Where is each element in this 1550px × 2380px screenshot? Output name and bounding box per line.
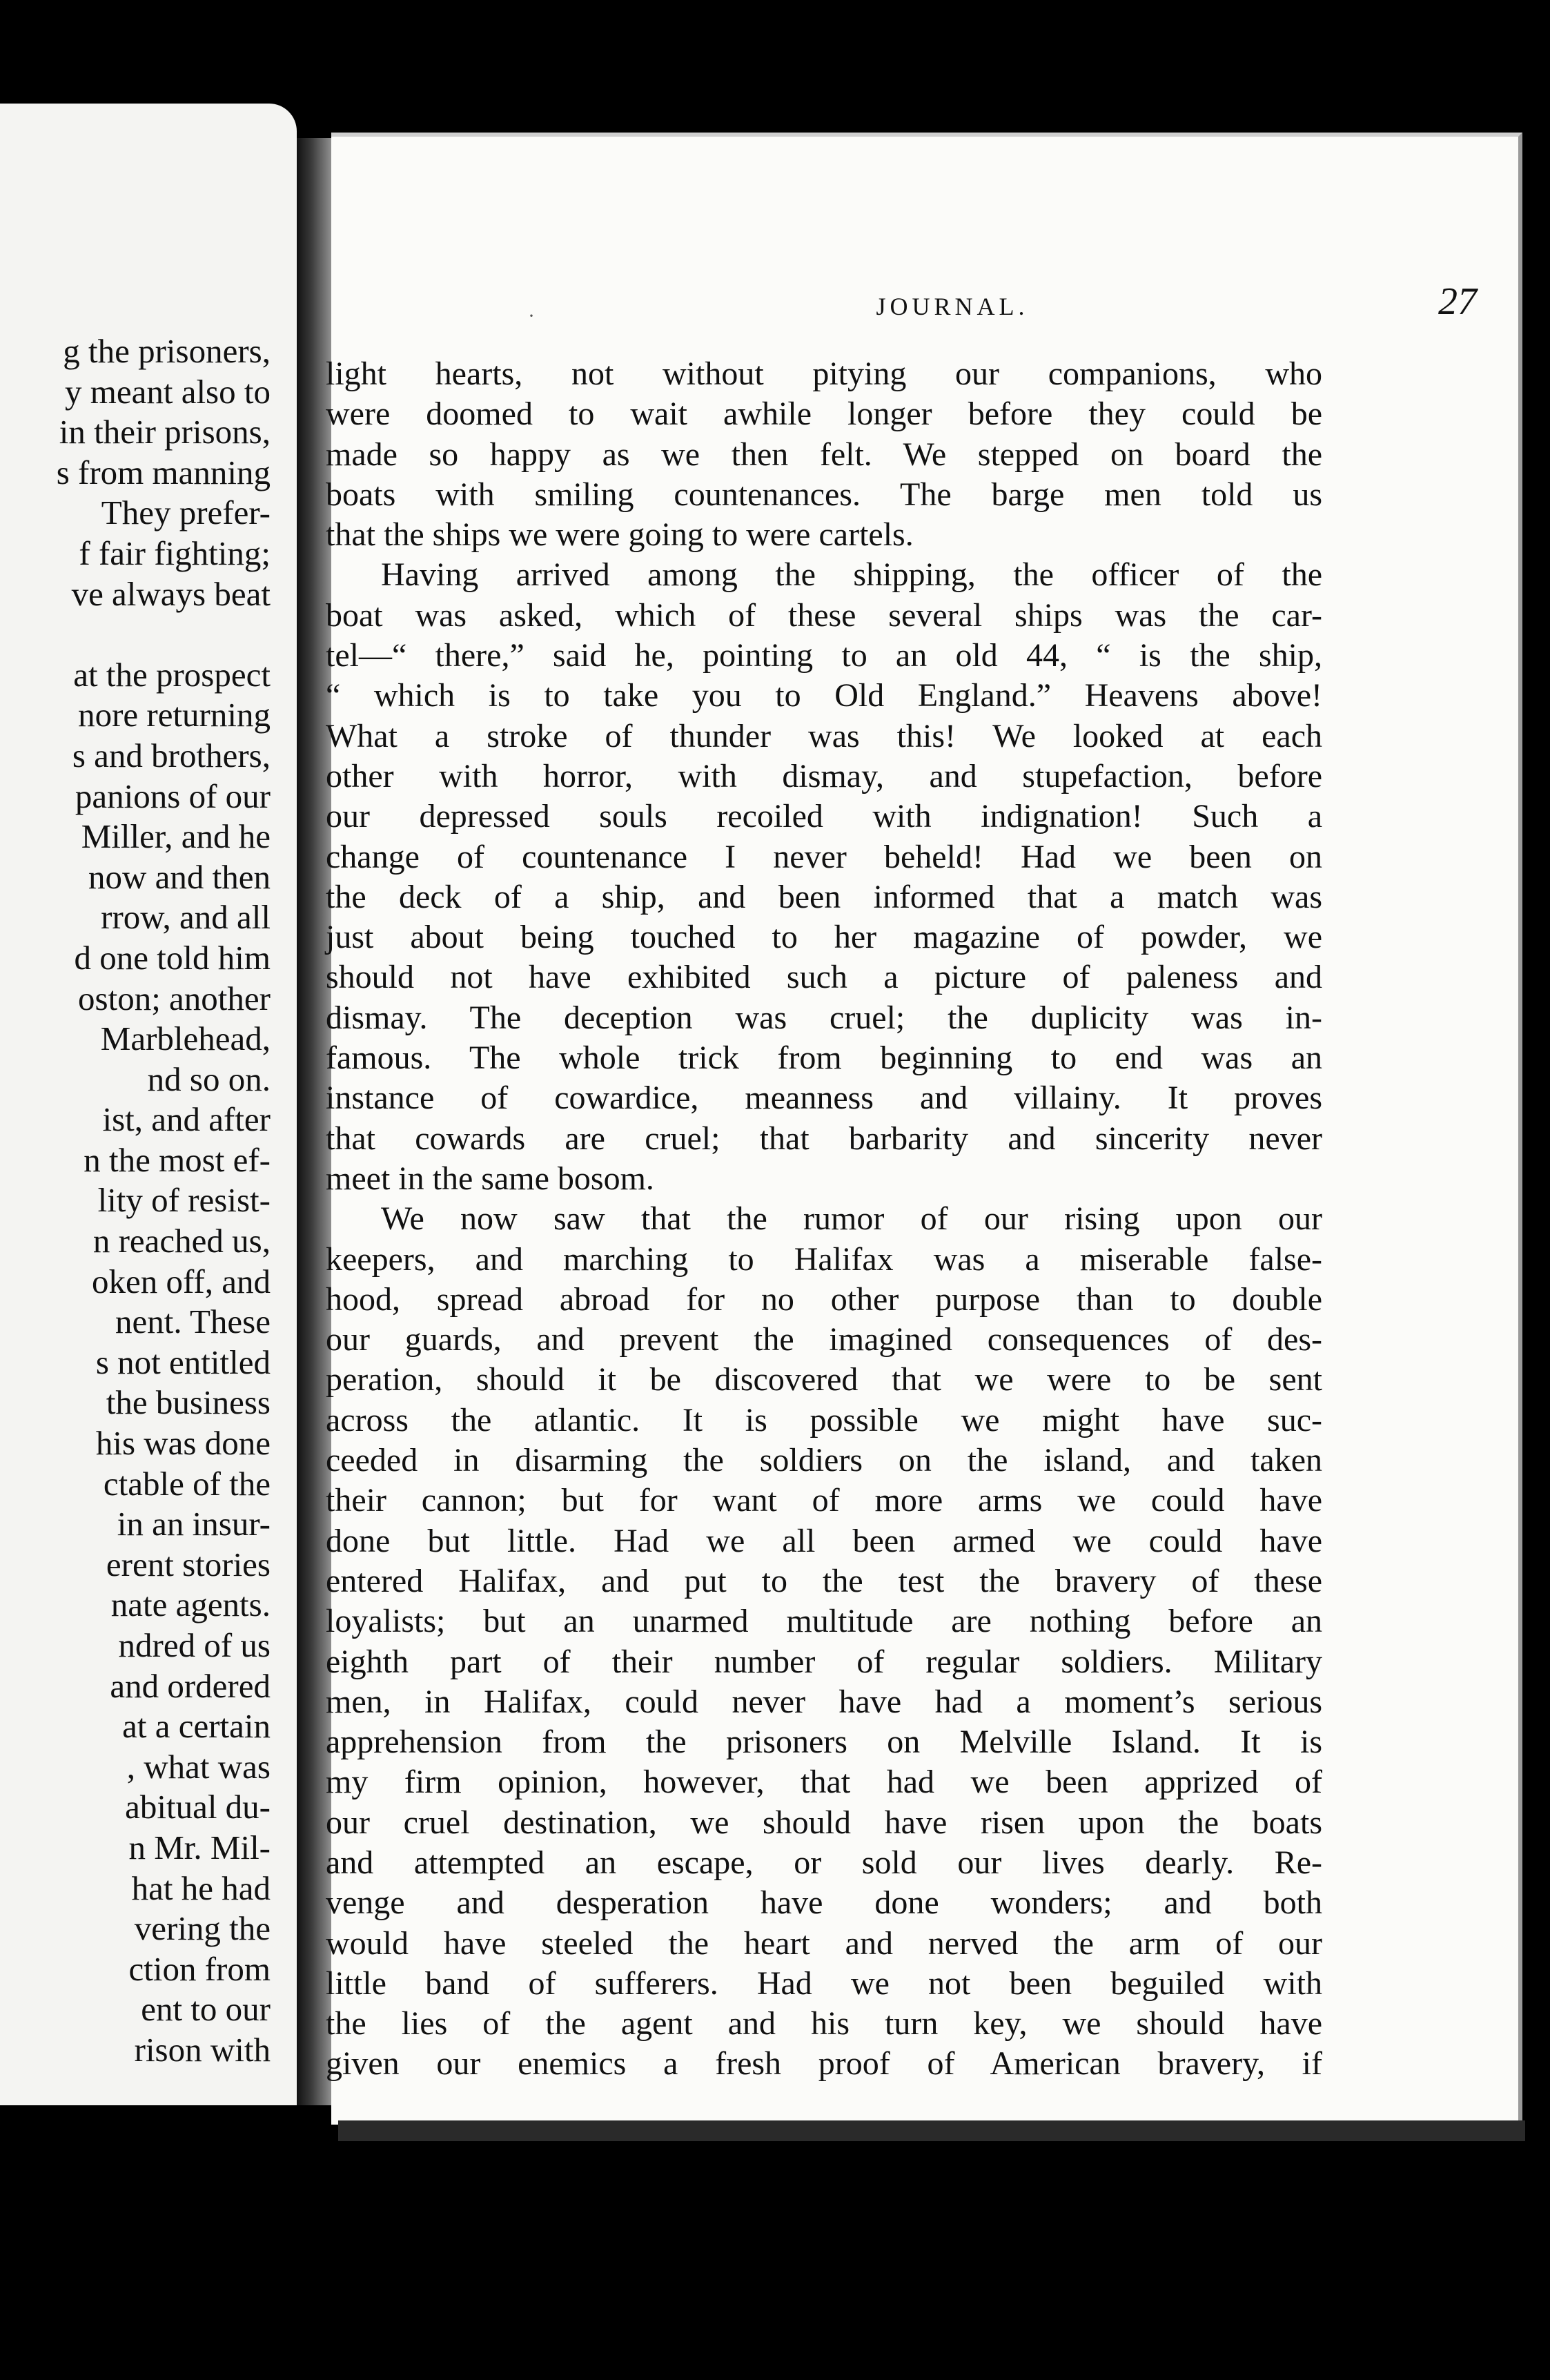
text-line: tel—“ there,” said he, pointing to an old 44, “ is the ship, [326, 637, 1322, 674]
text-line: dismay. The deception was cruel; the duplicity was in- [326, 999, 1322, 1036]
text-line: boat was asked, which of these several ships was the car- [326, 596, 1322, 634]
left-page-line: n Mr. Mil- [128, 1828, 271, 1866]
text-line: my firm opinion, however, that had we been apprized of [326, 1764, 1322, 1801]
text-line: our guards, and prevent the imagined consequences of des- [326, 1321, 1322, 1358]
text-line: apprehension from the prisoners on Melville Island. It is [326, 1724, 1322, 1761]
left-page-line: lity of resist- [97, 1181, 271, 1220]
text-line: just about being touched to her magazine of powder, we [326, 919, 1322, 956]
page-header [331, 280, 1518, 333]
left-page-line: nent. These [115, 1303, 271, 1341]
left-page-line: n the most ef- [84, 1140, 271, 1179]
text-line: their cannon; but for want of more arms we could have [326, 1482, 1322, 1519]
text-line: would have steeled the heart and nerved the arm of our [326, 1924, 1322, 1962]
left-page-line: nate agents. [110, 1586, 271, 1624]
text-line: loyalists; but an unarmed multitude are nothing before an [326, 1603, 1322, 1640]
left-page-line: ist, and after [102, 1100, 271, 1139]
left-page-line [0, 614, 271, 655]
left-page-line: nd so on. [147, 1060, 271, 1098]
left-page-line: rrow, and all [101, 898, 271, 937]
left-page-line: abitual du- [125, 1788, 271, 1826]
left-page-line: in an insur- [117, 1505, 271, 1543]
text-line: and attempted an escape, or sold our lives dearly. Re- [326, 1844, 1322, 1881]
left-page-line: g the prisoners, [63, 332, 271, 370]
text-line: the deck of a ship, and been informed that a match was [326, 878, 1322, 915]
text-line: instance of cowardice, meanness and villainy. It proves [326, 1080, 1322, 1117]
left-page-line: s and brothers, [72, 736, 271, 774]
left-page-line: in their prisons, [59, 413, 271, 451]
left-page-line: nore returning [78, 696, 271, 734]
left-page-line: the business [106, 1383, 271, 1422]
left-page-line: vering the [134, 1909, 271, 1948]
left-page-line: hat he had [131, 1869, 271, 1907]
text-line: We now saw that the rumor of our rising upon our [381, 1200, 1322, 1238]
text-line: boats with smiling countenances. The barge men told us [326, 476, 1322, 513]
left-page-line: s from manning [56, 453, 271, 491]
left-page-line: They prefer- [101, 494, 271, 532]
text-line: done but little. Had we all been armed we could have [326, 1522, 1322, 1559]
text-line: the lies of the agent and his turn key, we should have [326, 2005, 1322, 2042]
body-text [326, 354, 1322, 2085]
left-page-line: at the prospect [73, 655, 271, 694]
text-line: hood, spread abroad for no other purpose than to double [326, 1280, 1322, 1318]
left-page-text [0, 331, 271, 2071]
left-page-line: d one told him [74, 938, 271, 977]
text-line: eighth part of their number of regular soldiers. Military [326, 1643, 1322, 1680]
text-line: “ which is to take you to Old England.” Heavens above! [326, 677, 1322, 714]
text-line: our cruel destination, we should have risen upon the boats [326, 1804, 1322, 1841]
running-head: JOURNAL. [876, 293, 1029, 320]
left-page [0, 104, 297, 2105]
text-line: that cowards are cruel; that barbarity and sincerity never [326, 1120, 1322, 1157]
text-line: keepers, and marching to Halifax was a miserable false- [326, 1240, 1322, 1278]
text-line: across the atlantic. It is possible we might have suc- [326, 1401, 1322, 1438]
text-line: that the ships we were going to were cartels. [326, 516, 914, 554]
left-page-line: Miller, and he [81, 817, 271, 856]
text-line: venge and desperation have done wonders; and both [326, 1884, 1322, 1922]
text-line: ceeded in disarming the soldiers on the island, and taken [326, 1442, 1322, 1479]
left-page-line: oken off, and [92, 1262, 271, 1300]
text-line: meet in the same bosom. [326, 1160, 654, 1197]
left-page-line: erent stories [106, 1545, 271, 1583]
text-line: light hearts, not without pitying our companions, who [326, 355, 1322, 392]
text-line: our depressed souls recoiled with indignation! Such a [326, 798, 1322, 835]
left-page-line: at a certain [122, 1707, 271, 1746]
page-number: 27 [1438, 280, 1477, 323]
text-line: should not have exhibited such a picture of paleness and [326, 959, 1322, 996]
right-page [326, 133, 1522, 2125]
left-page-line: s not entitled [95, 1343, 271, 1381]
text-line: made so happy as we then felt. We stepped on board the [326, 436, 1322, 473]
left-page-line: y meant also to [64, 372, 271, 411]
text-line: men, in Halifax, could never have had a moment’s serious [326, 1683, 1322, 1720]
left-page-line: ctable of the [103, 1464, 271, 1503]
ink-speck: · [528, 304, 535, 327]
text-line: change of countenance I never beheld! Had we been on [326, 838, 1322, 875]
text-line: What a stroke of thunder was this! We looked at each [326, 717, 1322, 754]
left-page-line: n reached us, [92, 1222, 271, 1260]
text-line: given our enemics a fresh proof of American bravery, if [326, 2045, 1322, 2082]
text-line: peration, should it be discovered that we were to be sent [326, 1361, 1322, 1398]
text-line: Having arrived among the shipping, the officer of the [381, 556, 1322, 594]
text-line: were doomed to wait awhile longer before they could be [326, 396, 1322, 433]
text-line: other with horror, with dismay, and stupefaction, before [326, 757, 1322, 794]
page-edge-shadow [338, 2120, 1525, 2141]
text-line: famous. The whole trick from beginning to end was an [326, 1040, 1322, 1077]
left-page-line: ndred of us [118, 1626, 271, 1664]
text-line: little band of sufferers. Had we not been beguiled with [326, 1964, 1322, 2002]
text-line: entered Halifax, and put to the test the bravery of these [326, 1562, 1322, 1599]
left-page-line: panions of our [75, 777, 271, 815]
left-page-line: and ordered [110, 1666, 271, 1705]
left-page-line: f fair fighting; [79, 534, 271, 572]
left-page-line: ve always beat [71, 574, 271, 613]
left-page-line: oston; another [78, 979, 271, 1017]
left-page-line: rison with [134, 2030, 271, 2069]
left-page-line: now and then [88, 857, 271, 896]
left-page-line: , what was [126, 1747, 271, 1786]
left-page-line: ction from [128, 1949, 271, 1988]
left-page-line: Marblehead, [100, 1020, 271, 1058]
left-page-line: ent to our [141, 1990, 271, 2029]
left-page-line: his was done [95, 1424, 271, 1463]
